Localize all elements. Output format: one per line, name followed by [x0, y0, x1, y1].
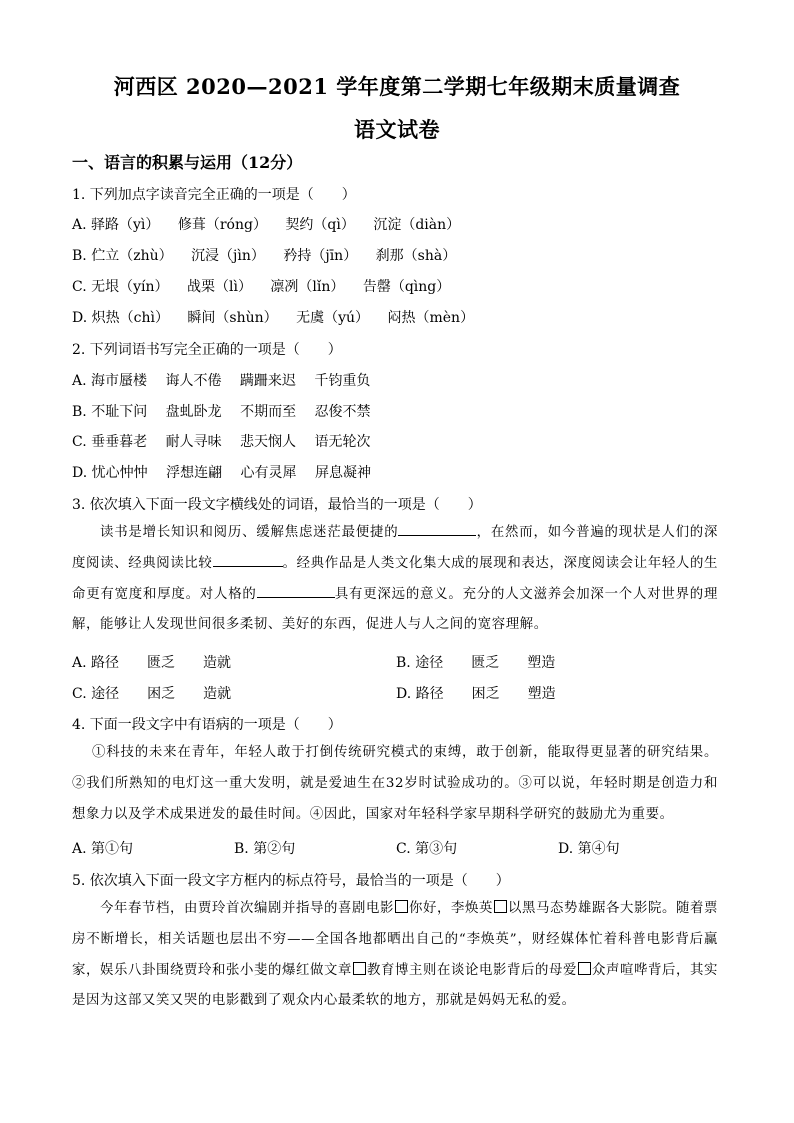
- question-3-option-a: A. 路径 匮乏 造就: [72, 655, 232, 671]
- exam-subtitle: 语文试卷: [354, 117, 440, 142]
- question-3-option-d: D. 路径 困乏 塑造: [396, 686, 556, 702]
- passage-text: 读书是增长知识和阅历、缓解焦虑迷茫最便捷的: [100, 525, 399, 540]
- punctuation-box: [395, 900, 408, 913]
- option-text: 不期而至: [240, 404, 297, 420]
- question-1-option-d: [72, 307, 474, 327]
- question-2-option-b: [72, 401, 371, 421]
- passage-text: 教育博主则在谈论电影背后的母爱: [367, 962, 578, 978]
- option-text: 无虞（yú）: [296, 310, 370, 326]
- option-text: D. 忧心忡忡: [72, 465, 148, 481]
- option-text: B. 不耻下问: [72, 404, 148, 420]
- option-text: 盘虬卧龙: [165, 404, 222, 420]
- option-text: 心有灵犀: [240, 465, 297, 481]
- option-text: 悲天悯人: [240, 434, 297, 450]
- question-3-option-c: C. 途径 困乏 造就: [72, 686, 232, 702]
- option-text: 浮想连翩: [166, 465, 223, 481]
- question-3-passage: [72, 518, 718, 641]
- question-1-option-c: [72, 276, 450, 296]
- option-text: B. 伫立（zhù）: [72, 248, 173, 264]
- section-heading: 一、语言的积累与运用（12分）: [72, 153, 303, 172]
- question-4-stem: 4. 下面一段文字中有语病的一项是（ ）: [72, 717, 342, 733]
- option-text: 刹那（shà）: [375, 248, 457, 264]
- option-text: 忍俊不禁: [314, 404, 371, 420]
- fill-blank: [257, 584, 335, 598]
- fill-blank: [213, 553, 283, 567]
- option-text: C. 无垠（yín）: [72, 279, 169, 295]
- question-4-passage: ①科技的未来在青年，年轻人敢于打倒传统研究模式的束缚，敢于创新，能取得更显著的研究结果。②我们所熟知的电灯这一重大发明，就是爱迪生在32岁时试验成功的。③可以说，年轻时期是创造力和想象力以及学术成果迸发的最佳时间。④因此，国家对年轻科学家早期科学研究的鼓励尤为重要。: [72, 745, 718, 822]
- passage-text: 你好，李焕英: [408, 901, 493, 916]
- option-text: A. 驿路（yì）: [72, 217, 160, 233]
- option-text: 凛冽（lǐn）: [270, 279, 345, 295]
- option-text: 修葺（róng）: [177, 217, 267, 233]
- option-text: 蹒跚来迟: [239, 373, 296, 389]
- option-text: 告罄（qìng）: [362, 279, 451, 295]
- passage-text: 今年春节档，由贾玲首次编剧并指导的喜剧电影: [100, 901, 394, 916]
- question-2-option-a: [72, 370, 370, 390]
- punctuation-box: [578, 962, 591, 975]
- exam-title: 河西区 2020—2021 学年度第二学期七年级期末质量调查: [113, 74, 681, 99]
- question-4-option-a: A. 第①句: [72, 841, 134, 857]
- option-text: 瞬间（shùn）: [187, 310, 278, 326]
- option-text: 耐人寻味: [165, 434, 222, 450]
- punctuation-box: [353, 962, 366, 975]
- question-5-passage: [72, 894, 718, 1017]
- option-text: 诲人不倦: [165, 373, 222, 389]
- question-3-stem: 3. 依次填入下面一段文字横线处的词语，最恰当的一项是（ ）: [72, 497, 482, 513]
- question-4-option-c: C. 第③句: [396, 841, 458, 857]
- option-text: A. 海市蜃楼: [72, 373, 148, 389]
- passage-text: 众声喧哗背后，其实是因为这部又笑又哭的电影戳到了观众内心最柔软的地方，那就是妈妈无私的爱。: [72, 962, 719, 1009]
- option-text: D. 炽热（chì）: [72, 310, 169, 326]
- question-1-option-a: [72, 214, 460, 234]
- question-3-option-b: B. 途径 匮乏 塑造: [396, 655, 556, 671]
- passage-text: ，在然而，如今普遍的现状是人们的深度阅读、经典阅读比较: [72, 525, 718, 571]
- question-2-option-d: [72, 462, 371, 482]
- option-text: 语无轮次: [314, 434, 371, 450]
- question-5-stem: 5. 依次填入下面一段文字方框内的标点符号，最恰当的一项是（ ）: [72, 873, 510, 889]
- option-text: 沉浸（jìn）: [191, 248, 265, 264]
- question-2-option-c: [72, 431, 370, 451]
- passage-text: 。经典作品是人类文化集大成的展现和表达，深度阅读会让年轻人的生命更有宽度和厚度。对人格的: [72, 555, 719, 602]
- option-text: 千钧重负: [314, 373, 371, 389]
- passage-text: 以黑马态势雄踞各大影院。随着票房不断增长，相关话题也层出不穷——全国各地都晒出自己的“李焕英”，财经媒体忙着科普电影背后赢家，娱乐八卦围绕贾玲和张小斐的爆红做文章: [72, 901, 718, 978]
- option-text: 战栗（lì）: [186, 279, 252, 295]
- option-text: 矜持（jīn）: [283, 248, 358, 264]
- option-text: C. 垂垂暮老: [72, 434, 148, 450]
- question-1-stem: 1. 下列加点字读音完全正确的一项是（ ）: [72, 187, 356, 203]
- option-text: 屏息凝神: [315, 465, 371, 481]
- passage-text: 具有更深远的意义。充分的人文滋养会加深一个人对世界的理解，能够让人发现世间很多柔韧、美好的东西，促进人与人之间的宽容理解。: [72, 586, 718, 633]
- punctuation-box: [494, 900, 507, 913]
- option-text: 闷热（mèn）: [387, 310, 475, 326]
- question-4-option-b: B. 第②句: [234, 841, 296, 857]
- option-text: 契约（qì）: [285, 217, 355, 233]
- option-text: 沉淀（diàn）: [373, 217, 461, 233]
- question-4-option-d: D. 第④句: [558, 841, 620, 857]
- question-1-option-b: [72, 245, 456, 265]
- fill-blank: [398, 522, 476, 536]
- question-2-stem: 2. 下列词语书写完全正确的一项是（ ）: [72, 342, 342, 358]
